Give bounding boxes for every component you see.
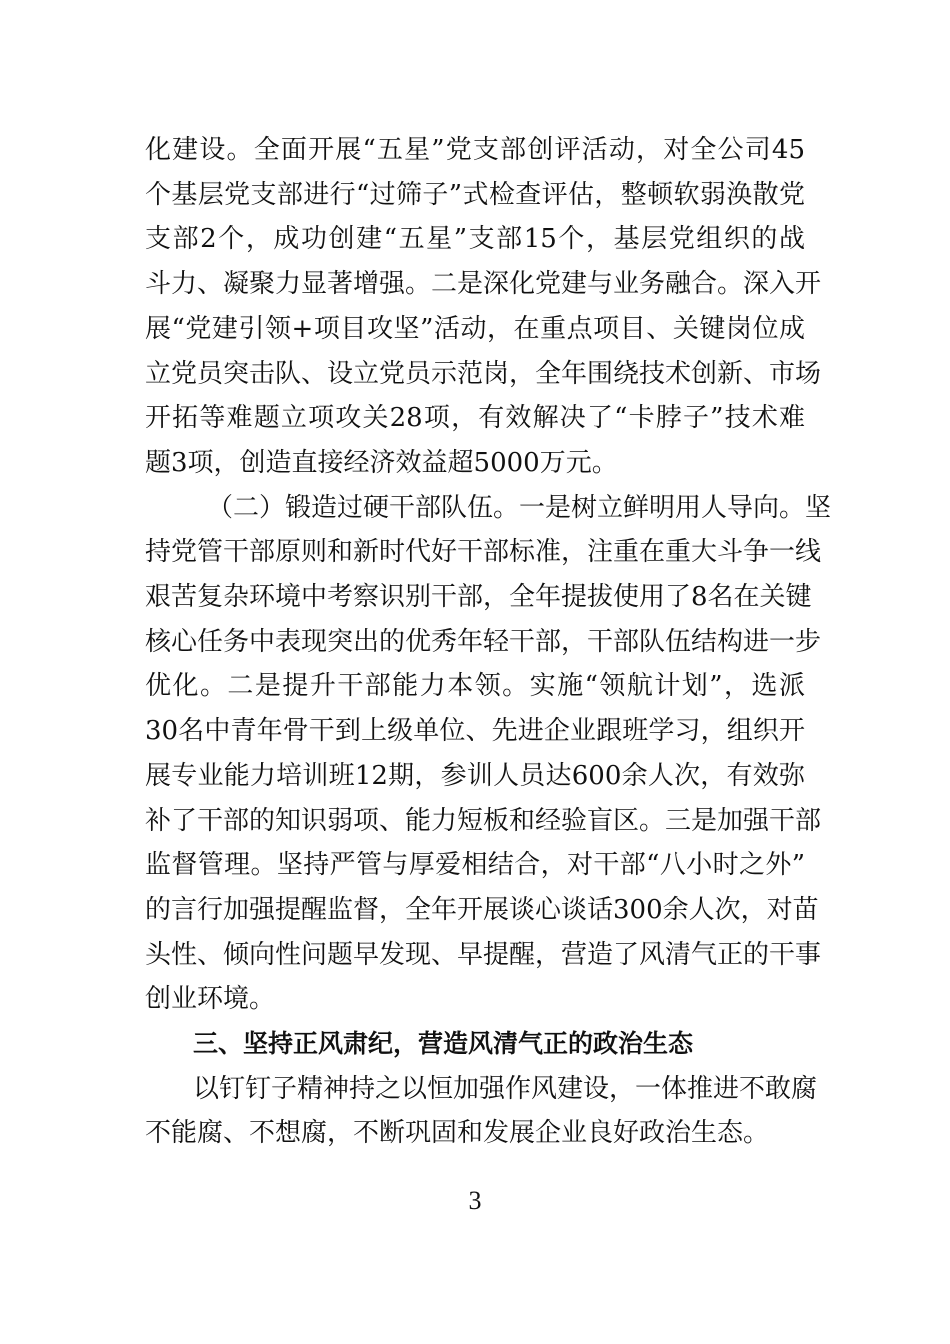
page-number: 3 <box>468 1186 482 1215</box>
text-line: 监督管理。坚持严管与厚爱相结合，对干部“八小时之外” <box>145 850 805 881</box>
text-line: 展“党建引领+项目攻坚”活动，在重点项目、关键岗位成 <box>145 313 805 344</box>
text-line: 支部2个，成功创建“五星”支部15个，基层党组织的战 <box>145 224 805 255</box>
text-line: 以钉钉子精神持之以恒加强作风建设，一体推进不敢腐 <box>193 1073 818 1104</box>
text-line: 的言行加强提醒监督，全年开展谈心谈话300余人次，对苗 <box>145 894 819 925</box>
text-line: 创业环境。 <box>145 984 276 1015</box>
text-line: 展专业能力培训班12期，参训人员达600余人次，有效弥 <box>145 760 805 791</box>
text-line: （二）锻造过硬干部队伍。一是树立鲜明用人导向。坚 <box>207 492 832 523</box>
text-line: 斗力、凝聚力显著增强。二是深化党建与业务融合。深入开 <box>145 269 822 300</box>
text-line: 持党管干部原则和新时代好干部标准，注重在重大斗争一线 <box>145 537 822 568</box>
text-line: 立党员突击队、设立党员示范岗，全年围绕技术创新、市场 <box>145 358 822 389</box>
text-line: 30名中青年骨干到上级单位、先进企业跟班学习，组织开 <box>145 716 805 747</box>
text-line: 优化。二是提升干部能力本领。实施“领航计划”，选派 <box>145 671 805 702</box>
text-line: 化建设。全面开展“五星”党支部创评活动，对全公司45 <box>145 135 805 165</box>
text-line: 头性、倾向性问题早发现、早提醒，营造了风清气正的干事 <box>145 939 822 970</box>
text-line: 补了干部的知识弱项、能力短板和经验盲区。三是加强干部 <box>145 805 822 836</box>
section-heading: 三、坚持正风肃纪，营造风清气正的政治生态 <box>193 1029 694 1058</box>
text-line: 开拓等难题立项攻关28项，有效解决了“卡脖子”技术难 <box>145 403 805 434</box>
text-line: 个基层党支部进行“过筛子”式检查评估，整顿软弱涣散党 <box>145 179 805 210</box>
text-line: 核心任务中表现突出的优秀年轻干部，干部队伍结构进一步 <box>145 626 822 657</box>
text-line: 题3项，创造直接经济效益超5000万元。 <box>145 447 618 478</box>
text-line: 不能腐、不想腐，不断巩固和发展企业良好政治生态。 <box>145 1118 770 1149</box>
text-line: 艰苦复杂环境中考察识别干部，全年提拔使用了8名在关键 <box>145 582 812 612</box>
